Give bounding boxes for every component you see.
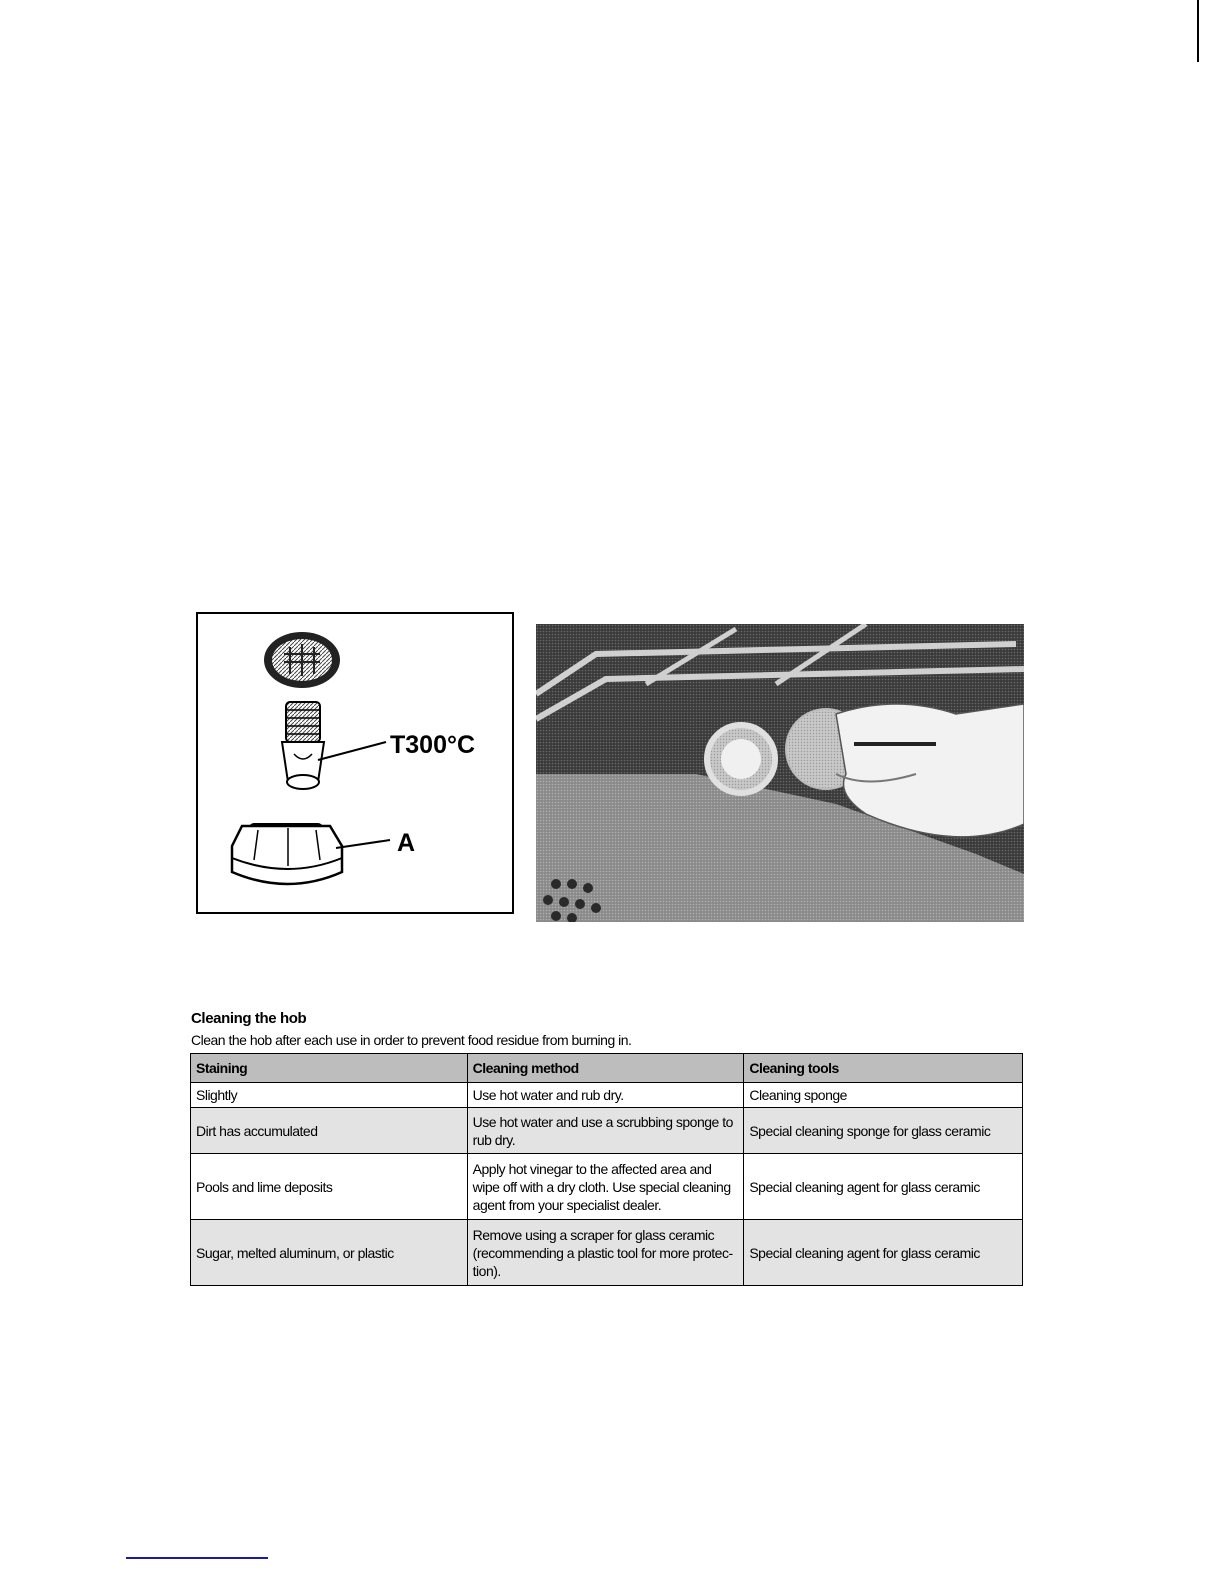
table-row	[191, 1154, 1023, 1220]
section-title: Cleaning the hob	[191, 1010, 307, 1027]
t300-leader-line	[318, 742, 386, 760]
bulb-icon	[282, 702, 324, 789]
table-row	[191, 1108, 1023, 1154]
cell-tools: Cleaning sponge	[744, 1083, 1023, 1108]
cell-staining: Slightly	[191, 1083, 468, 1108]
cell-method: Use hot water and use a scrubbing sponge to rub dry.	[467, 1108, 744, 1154]
header-staining: Staining	[191, 1054, 468, 1083]
cell-method: Apply hot vinegar to the affected area and wipe off with a dry cloth. Use special cleaning agent from your specialist dealer.	[467, 1154, 744, 1220]
header-cleaning-tools: Cleaning tools	[744, 1054, 1023, 1083]
oven-lamp-photo	[536, 624, 1024, 922]
oven-lamp-illustration	[536, 624, 1024, 922]
table-header-row	[191, 1054, 1023, 1083]
a-leader-line	[336, 840, 390, 848]
cell-method: Use hot water and rub dry.	[467, 1083, 744, 1108]
cell-method: Remove using a scraper for glass ceramic (recommending a plastic tool for more protec-tion).	[467, 1220, 744, 1286]
t300-label: T300°C	[390, 731, 476, 759]
cell-tools: Special cleaning sponge for glass ceramic	[744, 1108, 1023, 1154]
cleaning-table	[190, 1053, 1023, 1286]
footer-link-rule	[126, 1557, 268, 1559]
lamp-parts-drawing	[198, 614, 512, 912]
cell-tools: Special cleaning agent for glass ceramic	[744, 1220, 1023, 1286]
cell-tools: Special cleaning agent for glass ceramic	[744, 1154, 1023, 1220]
top-margin-rule	[1197, 0, 1199, 62]
table-row	[191, 1220, 1023, 1286]
lamp-cap-icon	[232, 824, 342, 884]
cell-staining: Pools and lime deposits	[191, 1154, 468, 1220]
section-subtitle: Clean the hob after each use in order to prevent food residue from burning in.	[191, 1032, 632, 1048]
cell-staining: Sugar, melted aluminum, or plastic	[191, 1220, 468, 1286]
header-cleaning-method: Cleaning method	[467, 1054, 744, 1083]
cell-staining: Dirt has accumulated	[191, 1108, 468, 1154]
part-a-label: A	[397, 829, 416, 857]
table-row	[191, 1083, 1023, 1108]
lamp-parts-diagram	[196, 612, 514, 914]
